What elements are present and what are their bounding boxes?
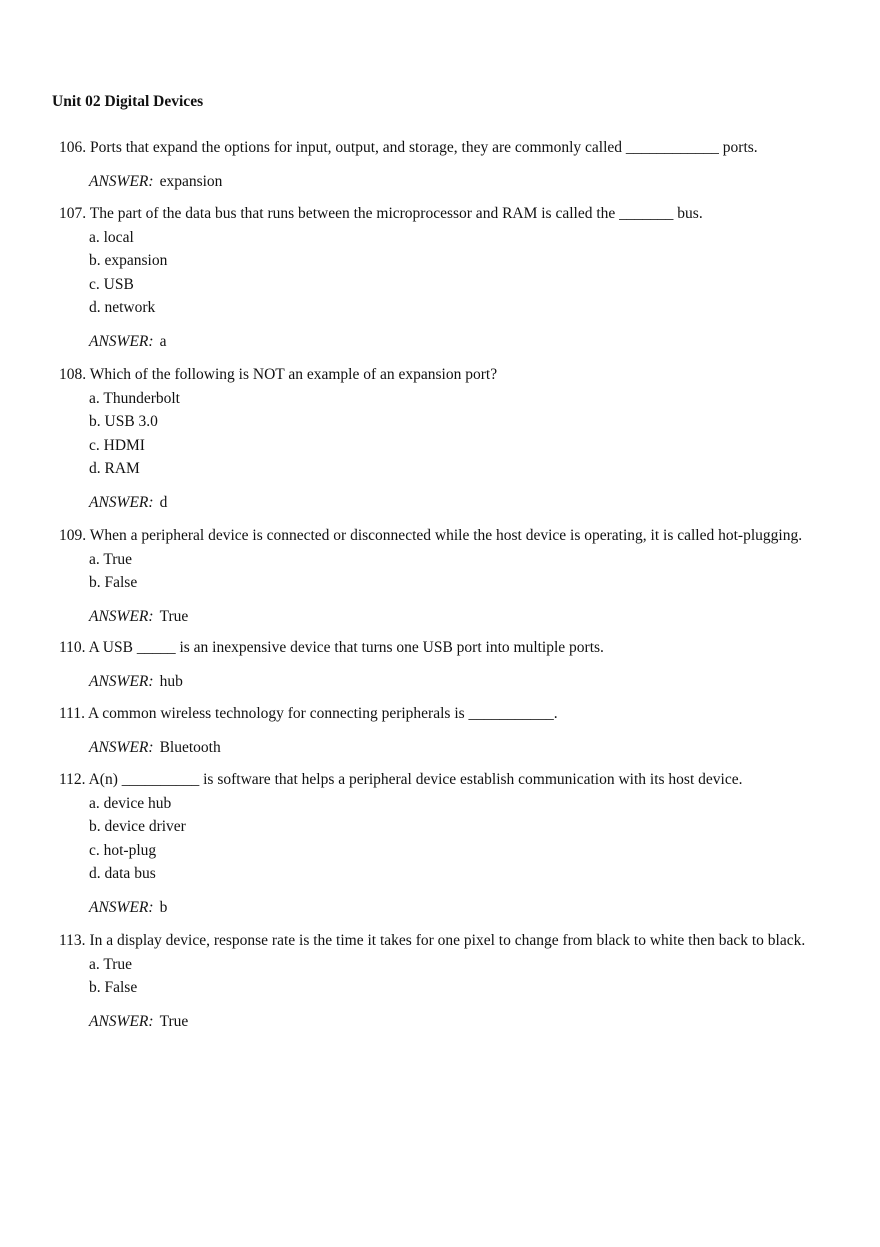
option-item: c. USB (89, 275, 134, 293)
question-stem (59, 768, 859, 792)
option-item: d. RAM (89, 460, 140, 477)
question-text: A common wireless technology for connecting peripherals is ___________. (88, 705, 558, 722)
answer-label: ANSWER: (89, 332, 154, 350)
option-item: a. device hub (89, 794, 172, 812)
option-item: d. data bus (89, 865, 156, 882)
answer-line (89, 736, 859, 760)
question-number: 111. (59, 705, 85, 722)
option-item: a. True (89, 550, 133, 568)
options-list (89, 792, 859, 886)
question-text: Ports that expand the options for input, output, and storage, they are commonly called ____________ ports. (90, 139, 758, 156)
question-stem (59, 702, 859, 726)
question-number: 108. (59, 366, 87, 383)
question-stem (59, 524, 859, 548)
answer-value: expansion (159, 172, 223, 190)
option-item: b. False (89, 574, 138, 591)
question-stem (59, 202, 859, 226)
options-list (89, 953, 859, 1000)
question-number: 113. (59, 932, 86, 949)
answer-line (89, 330, 859, 354)
question-text: The part of the data bus that runs between the microprocessor and RAM is called the _______ bus. (89, 205, 703, 222)
answer-value: d (159, 493, 168, 511)
question-106 (59, 136, 859, 193)
question-107 (59, 202, 859, 353)
question-text: A(n) __________ is software that helps a peripheral device establish communication with its host device. (88, 771, 743, 788)
option-item: b. False (89, 979, 138, 996)
question-text: Which of the following is NOT an example of an expansion port? (89, 366, 498, 383)
answer-label: ANSWER: (89, 607, 154, 625)
options-list (89, 226, 859, 320)
answer-value: Bluetooth (159, 738, 221, 756)
answer-label: ANSWER: (89, 172, 154, 190)
question-number: 106. (59, 139, 87, 156)
answer-line (89, 896, 859, 920)
question-number: 110. (59, 639, 86, 656)
unit-title: Unit 02 Digital Devices (52, 93, 204, 110)
option-item: c. hot-plug (89, 841, 157, 859)
answer-label: ANSWER: (89, 493, 154, 511)
question-109 (59, 524, 859, 628)
question-text: When a peripheral device is connected or disconnected while the host device is operating, it is called hot-plugging. (89, 527, 803, 544)
options-list (89, 387, 859, 481)
answer-label: ANSWER: (89, 672, 154, 690)
answer-value: True (159, 1012, 189, 1030)
question-112 (59, 768, 859, 919)
question-108 (59, 363, 859, 514)
question-stem (59, 136, 859, 160)
answer-value: hub (159, 672, 183, 690)
answer-value: True (159, 607, 189, 625)
question-number: 112. (59, 771, 86, 788)
question-text: A USB _____ is an inexpensive device that turns one USB port into multiple ports. (88, 639, 604, 656)
option-item: b. USB 3.0 (89, 413, 158, 430)
question-111 (59, 702, 859, 759)
answer-line (89, 170, 859, 194)
options-list (89, 548, 859, 595)
question-stem (59, 636, 859, 660)
option-item: c. HDMI (89, 436, 145, 454)
option-item: b. expansion (89, 252, 168, 269)
option-item: d. network (89, 299, 156, 316)
question-number: 109. (59, 527, 87, 544)
option-item: a. local (89, 228, 134, 246)
question-text: In a display device, response rate is the time it takes for one pixel to change from black to white then back to black. (89, 932, 806, 949)
question-110 (59, 636, 859, 693)
answer-line (89, 670, 859, 694)
answer-value: a (159, 332, 167, 350)
answer-line (89, 491, 859, 515)
option-item: b. device driver (89, 818, 186, 835)
question-stem (59, 363, 859, 387)
answer-label: ANSWER: (89, 898, 154, 916)
answer-label: ANSWER: (89, 738, 154, 756)
answer-line (89, 605, 859, 629)
option-item: a. True (89, 955, 133, 973)
answer-label: ANSWER: (89, 1012, 154, 1030)
question-number: 107. (59, 205, 87, 222)
option-item: a. Thunderbolt (89, 389, 180, 407)
answer-value: b (159, 898, 168, 916)
question-stem (59, 929, 859, 953)
answer-line (89, 1010, 859, 1034)
question-113 (59, 929, 859, 1033)
